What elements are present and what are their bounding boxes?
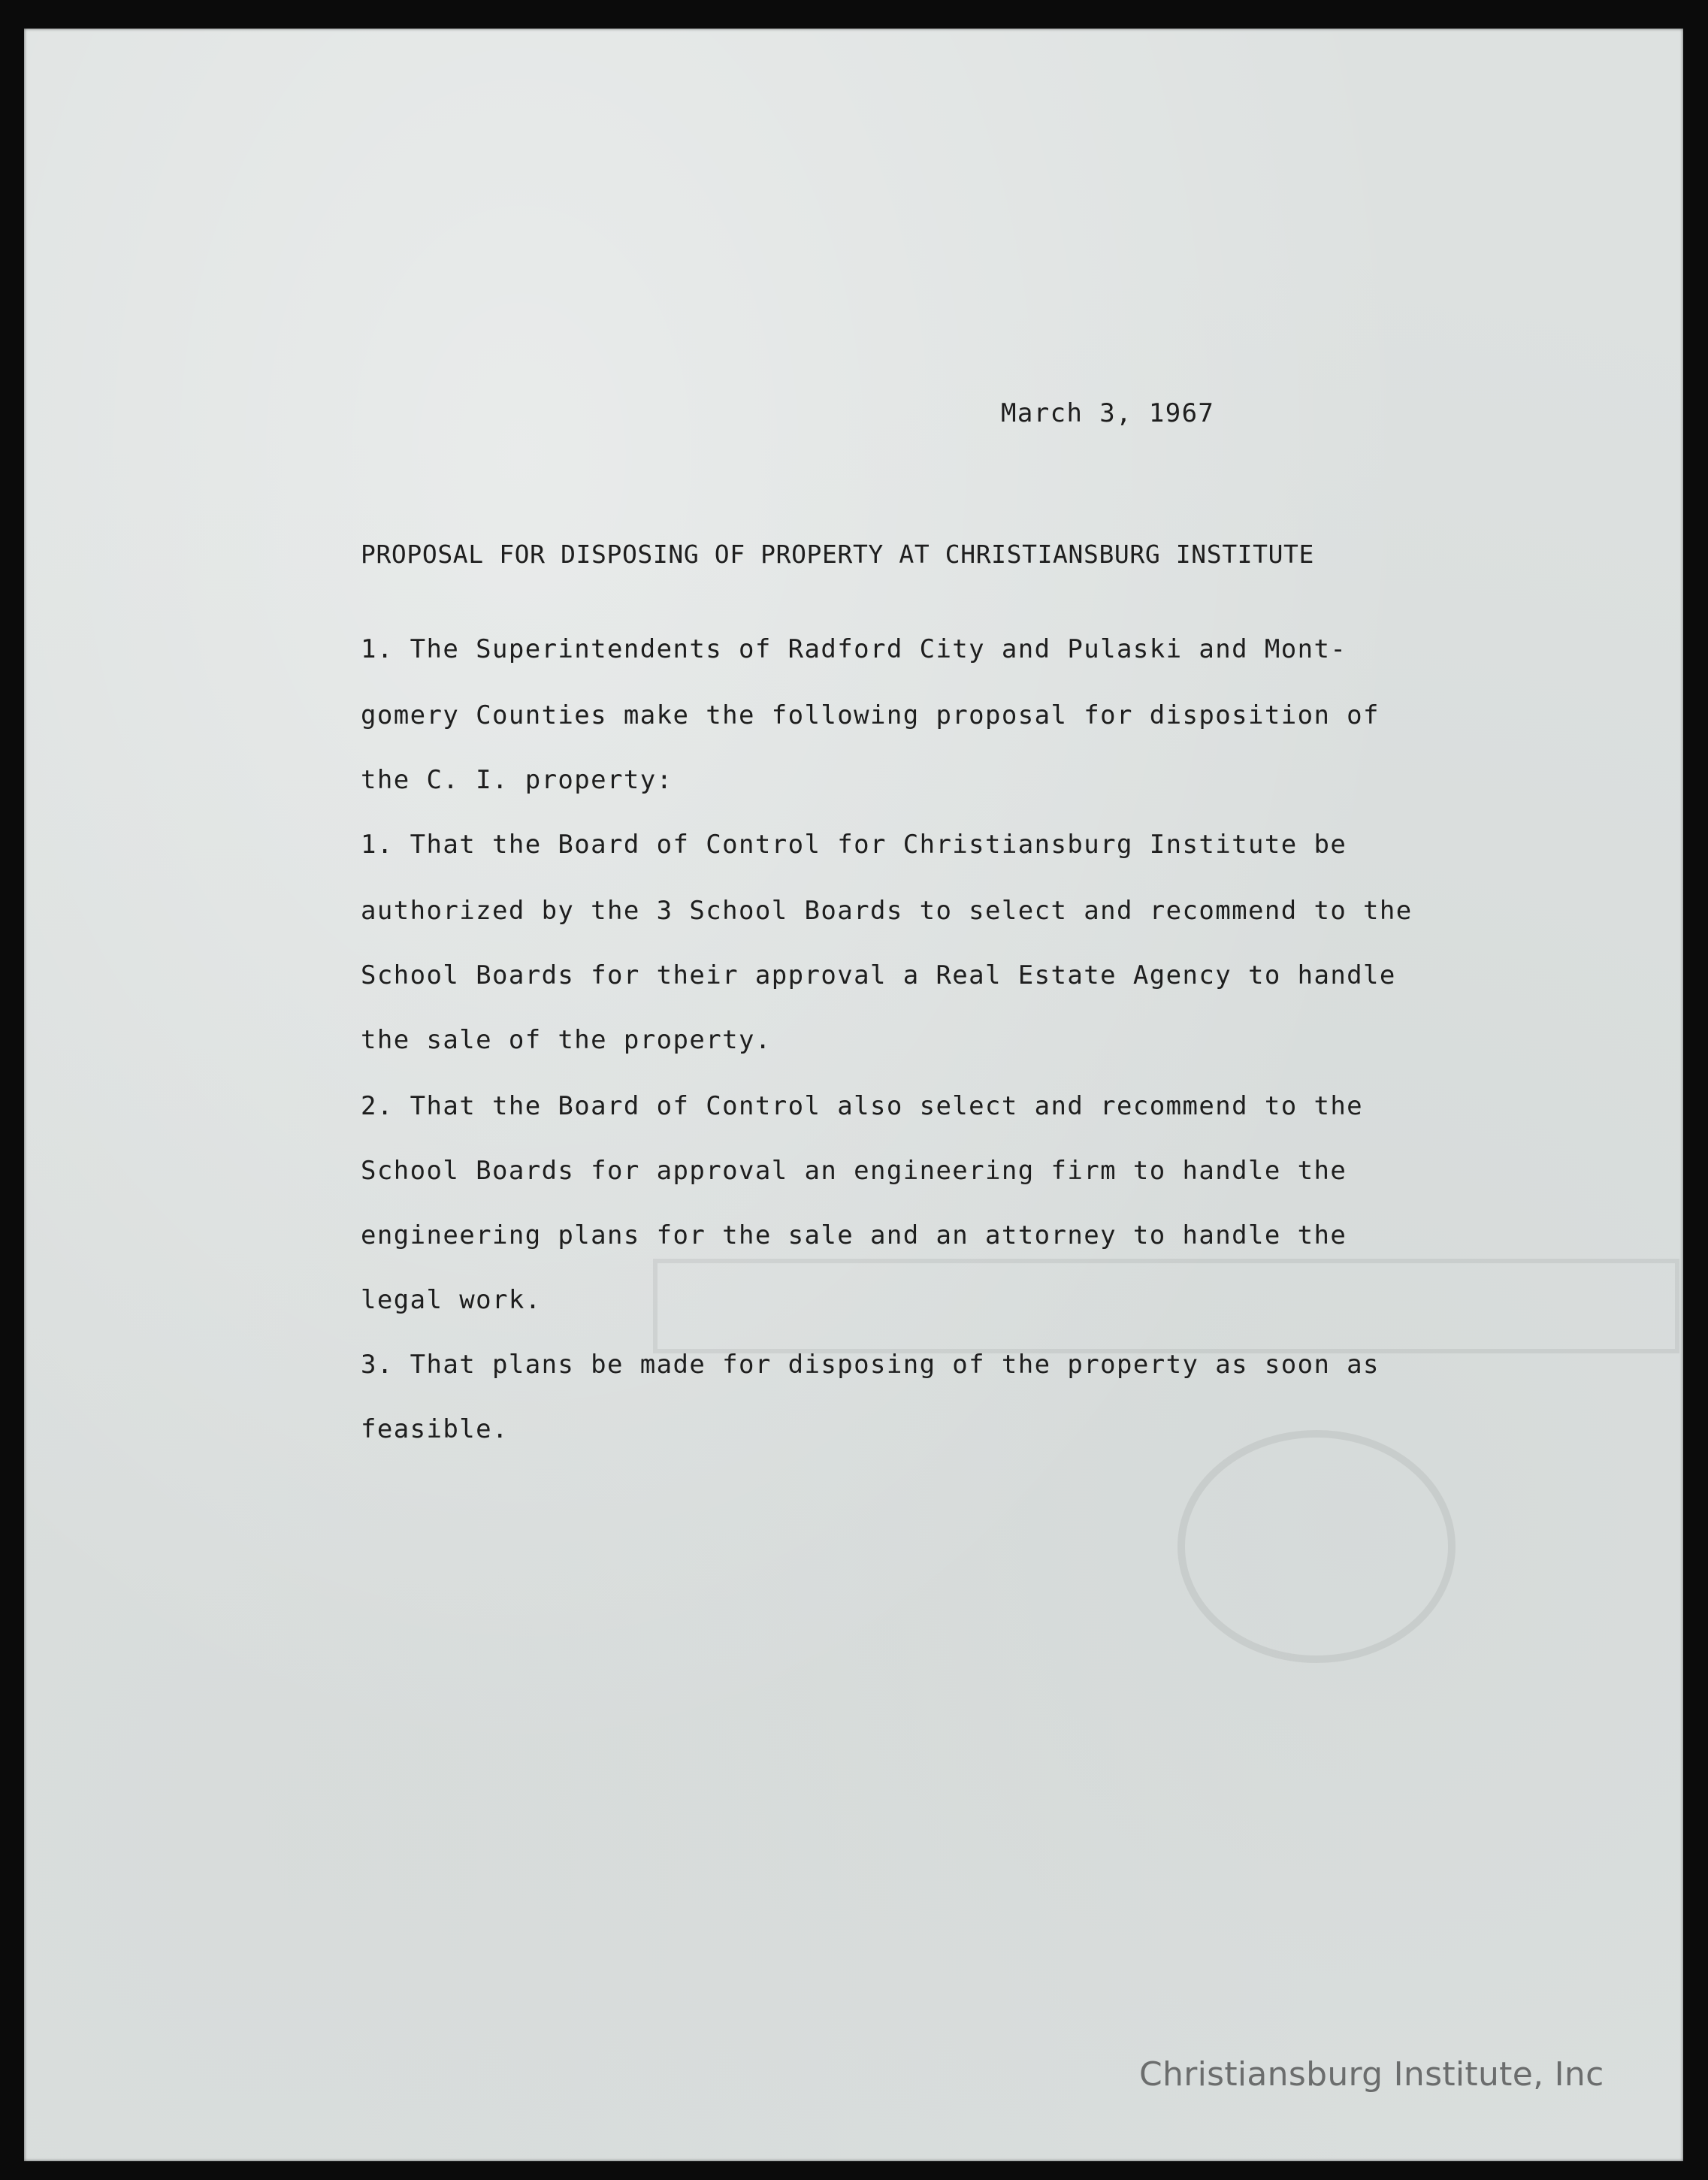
body-line: authorized by the 3 School Boards to select and recommend to the bbox=[361, 896, 1413, 926]
body-line: the C. I. property: bbox=[361, 765, 673, 795]
paper-sheet bbox=[24, 29, 1683, 2161]
faint-stamp-bleedthrough bbox=[640, 1231, 1692, 1697]
body-line: School Boards for their approval a Real Estate Agency to handle bbox=[361, 960, 1396, 990]
body-line: 3. That plans be made for disposing of the property as soon as bbox=[361, 1350, 1380, 1380]
body-line: feasible. bbox=[361, 1414, 509, 1444]
body-line: legal work. bbox=[361, 1285, 542, 1315]
body-line: 1. That the Board of Control for Christiansburg Institute be bbox=[361, 830, 1347, 860]
body-line: 2. That the Board of Control also select and recommend to the bbox=[361, 1091, 1364, 1121]
document-title: PROPOSAL FOR DISPOSING OF PROPERTY AT CHRISTIANSBURG INSTITUTE bbox=[361, 540, 1314, 569]
body-line: engineering plans for the sale and an attorney to handle the bbox=[361, 1220, 1347, 1250]
body-line: School Boards for approval an engineering firm to handle the bbox=[361, 1156, 1347, 1186]
body-line: 1. The Superintendents of Radford City and Pulaski and Mont- bbox=[361, 634, 1347, 664]
body-line: the sale of the property. bbox=[361, 1025, 772, 1055]
watermark-text: Christiansburg Institute, Inc bbox=[1139, 2055, 1604, 2094]
body-line: gomery Counties make the following proposal for disposition of bbox=[361, 700, 1380, 730]
document-date: March 3, 1967 bbox=[1001, 398, 1215, 428]
